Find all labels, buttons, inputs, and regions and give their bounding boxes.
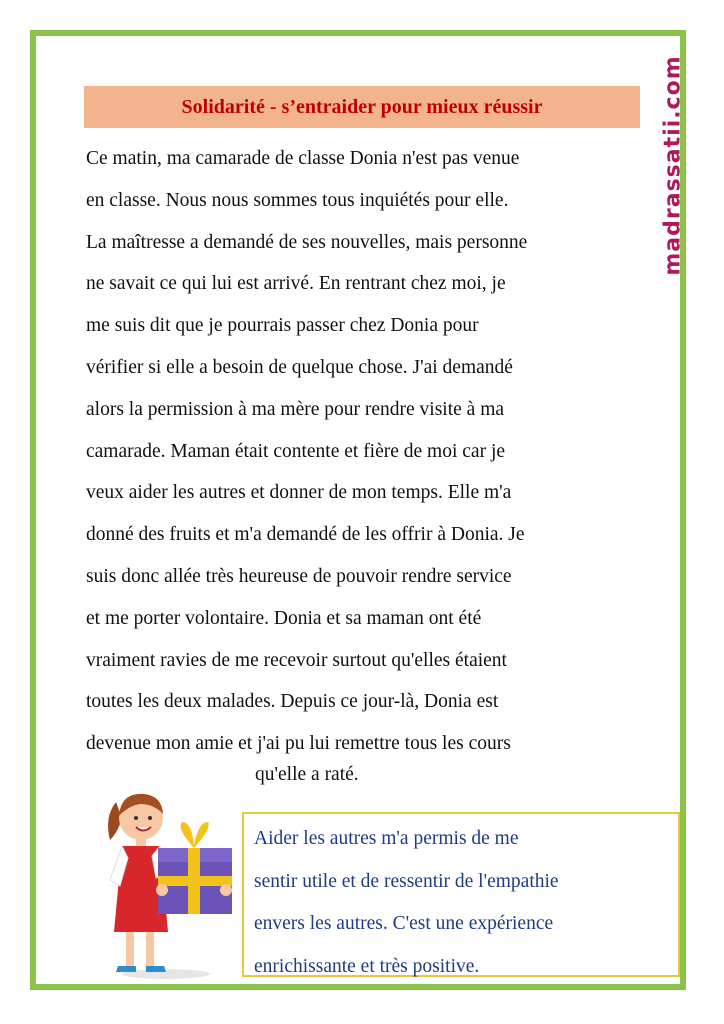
page-title: Solidarité - s’entraider pour mieux réussir [181, 95, 543, 118]
moral-text: Aider les autres m'a permis de me sentir utile et de ressentir de l'empathie envers les autres. C'est une expérience enrichissante et très positive. [254, 828, 559, 977]
moral-box [242, 812, 680, 977]
story-last-line: qu'elle a raté. [255, 764, 359, 785]
watermark-text: madrassatii.com [660, 54, 686, 276]
girl-with-gift-illustration [96, 782, 246, 982]
site-watermark [648, 50, 698, 280]
story-paragraph: Ce matin, ma camarade de classe Donia n'est pas venue en classe. Nous nous sommes tous inquiétés pour elle. La maîtresse a demandé de ses nouvelles, mais personne ne savait ce qui lui est arrivé. En rentrant chez moi, je me suis dit que je pourrais passer chez Donia pour vérifier si elle a besoin de quelque chose. J'ai demandé alors la permission à ma mère pour rendre visite à ma camarade. Maman était contente et fière de moi car je veux aider les autres et donner de mon temps. Elle m'a donné des fruits et m'a demandé de les offrir à Donia. Je suis donc allée très heureuse de pouvoir rendre service et me porter volontaire. Donia et sa maman ont été vraiment ravies de me recevoir surtout qu'elles étaient toutes les deux malades. Depuis ce jour-là, Donia est devenue mon amie et j'ai pu lui remettre tous les cours [86, 148, 528, 755]
title-banner [84, 86, 640, 128]
